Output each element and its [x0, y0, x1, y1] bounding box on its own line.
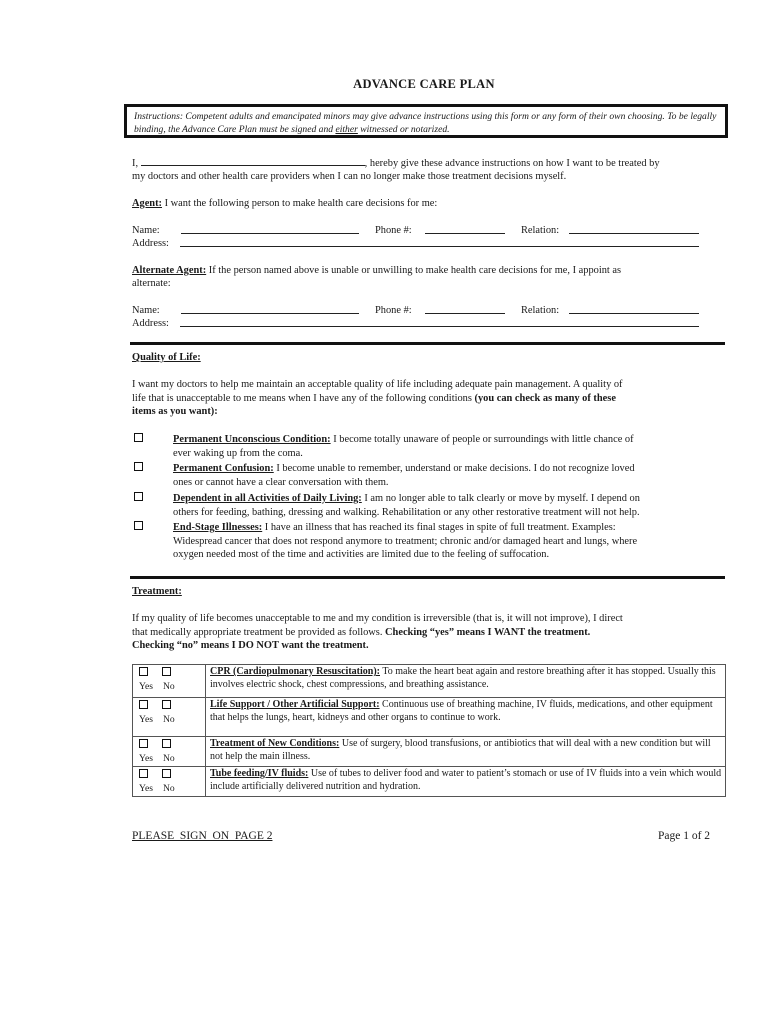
alternate-phone-field[interactable]: [425, 304, 505, 314]
page-number: Page 1 of 2: [658, 830, 711, 842]
agent-relation-field[interactable]: [569, 224, 699, 234]
alternate-name-field[interactable]: [181, 304, 359, 314]
quality-para-1: I want my doctors to help me maintain an acceptable quality of life including adequate pain management. A quality of: [132, 379, 623, 390]
new-conditions-yes-checkbox[interactable]: [139, 739, 148, 748]
intro-line-2: my doctors and other health care providers when I can no longer make those treatment decisions myself.: [132, 171, 567, 182]
agent-address-label: Address:: [132, 238, 169, 249]
treatment-para-2: that medically appropriate treatment be provided as follows. Checking “yes” means I WANT the treatment.: [132, 627, 591, 638]
alternate-phone-label: Phone #:: [375, 305, 412, 316]
condition-dependent: Dependent in all Activities of Daily Living: I am no longer able to talk clearly or move by myself. I depend on others for feeding, bathing, dressing and walking. Rehabilitation or any other restorative treatment will not help.: [173, 493, 640, 518]
quality-para-3: items as you want):: [132, 406, 218, 417]
life-support-yes-checkbox[interactable]: [139, 700, 148, 709]
condition-unconscious: Permanent Unconscious Condition: I become totally unaware of people or surroundings with little chance of ever waking up from the coma.: [173, 434, 634, 459]
alternate-agent-line-1: Alternate Agent: If the person named above is unable or unwilling to make health care decisions for me, I appoint as: [132, 265, 622, 276]
new-conditions-no-checkbox[interactable]: [162, 739, 171, 748]
agent-name-field[interactable]: [181, 224, 359, 234]
quality-para-2: life that is unacceptable to me means when I have any of the following conditions (you can check as many of these: [132, 393, 616, 404]
condition-checkbox-dependent[interactable]: [134, 492, 143, 501]
condition-checkbox-end-stage[interactable]: [134, 521, 143, 530]
tube-feeding-yes-checkbox[interactable]: [139, 769, 148, 778]
principal-name-field[interactable]: [141, 156, 365, 166]
instructions-text: Instructions: Competent adults and emancipated minors may give advance instructions using this form or any form of their own choosing. To be legally binding, the Advance Care Plan must be signed and: [134, 111, 717, 135]
treatment-description: Tube feeding/IV fluids: Use of tubes to deliver food and water to patient’s stomach or use of IV fluids into a vein which would include artificially delivered nutrition and hydration.: [206, 767, 726, 797]
treatment-heading: Treatment:: [132, 586, 182, 597]
alternate-relation-label: Relation:: [521, 305, 560, 316]
yes-no-cell: Yes No: [133, 767, 206, 797]
section-divider: [130, 342, 725, 345]
treatment-description: Treatment of New Conditions: Use of surgery, blood transfusions, or antibiotics that will deal with a new condition but will not help the main illness.: [206, 737, 726, 767]
page-title: ADVANCE CARE PLAN: [353, 77, 495, 91]
intro-line-1: I, , hereby give these advance instructions on how I want to be treated by: [132, 158, 660, 169]
agent-name-label: Name:: [132, 225, 160, 236]
agent-heading: Agent:: [132, 198, 163, 209]
condition-checkbox-unconscious[interactable]: [134, 433, 143, 442]
agent-phone-label: Phone #:: [375, 225, 412, 236]
instructions-text-end: witnessed or notarized.: [357, 124, 450, 135]
instructions-box: [124, 104, 728, 138]
yes-no-cell: Yes No: [133, 698, 206, 737]
table-row: [133, 767, 726, 797]
yes-no-cell: Yes No: [133, 737, 206, 767]
table-row: [133, 665, 726, 698]
alternate-agent-line-2: alternate:: [132, 278, 171, 289]
agent-relation-label: Relation:: [521, 225, 560, 236]
instructions-either: either: [335, 124, 358, 135]
treatment-para-3: Checking “no” means I DO NOT want the treatment.: [132, 640, 369, 651]
quality-heading: Quality of Life:: [132, 352, 201, 363]
treatment-description: Life Support / Other Artificial Support: Continuous use of breathing machine, IV fluids, medications, and other equipment that helps the lungs, heart, kidneys and other organs to continue to work.: [206, 698, 726, 737]
life-support-no-checkbox[interactable]: [162, 700, 171, 709]
treatment-description: CPR (Cardiopulmonary Resuscitation): To make the heart beat again and restore breathing after it has stopped. Usually this involves electric shock, chest compressions, and breathing assistance.: [206, 665, 726, 698]
alternate-name-label: Name:: [132, 305, 160, 316]
cpr-yes-checkbox[interactable]: [139, 667, 148, 676]
treatment-para-1: If my quality of life becomes unacceptable to me and my condition is irreversible (that is, it will not improve), I direct: [132, 613, 623, 624]
condition-confusion: Permanent Confusion: I become unable to remember, understand or make decisions. I do not recognize loved ones or cannot have a clear conversation with them.: [173, 463, 635, 488]
agent-address-field[interactable]: [180, 237, 699, 247]
agent-line: Agent: I want the following person to make health care decisions for me:: [132, 198, 438, 209]
condition-checkbox-confusion[interactable]: [134, 462, 143, 471]
section-divider: [130, 576, 725, 579]
table-row: [133, 737, 726, 767]
tube-feeding-no-checkbox[interactable]: [162, 769, 171, 778]
alternate-address-field[interactable]: [180, 317, 699, 327]
agent-phone-field[interactable]: [425, 224, 505, 234]
treatment-table: [132, 664, 726, 797]
sign-note: PLEASE SIGN ON PAGE 2: [132, 830, 273, 842]
alternate-relation-field[interactable]: [569, 304, 699, 314]
alternate-address-label: Address:: [132, 318, 169, 329]
cpr-no-checkbox[interactable]: [162, 667, 171, 676]
alternate-agent-heading: Alternate Agent:: [132, 265, 207, 276]
yes-no-cell: Yes No: [133, 665, 206, 698]
condition-end-stage: End-Stage Illnesses: I have an illness that has reached its final stages in spite of full treatment. Examples: Widespread cancer that does not respond anymore to treatment; chronic and/or damaged heart and lungs, where oxygen needed most of the time and activities are limited due to the feeling of suffocation.: [173, 522, 638, 560]
table-row: [133, 698, 726, 737]
